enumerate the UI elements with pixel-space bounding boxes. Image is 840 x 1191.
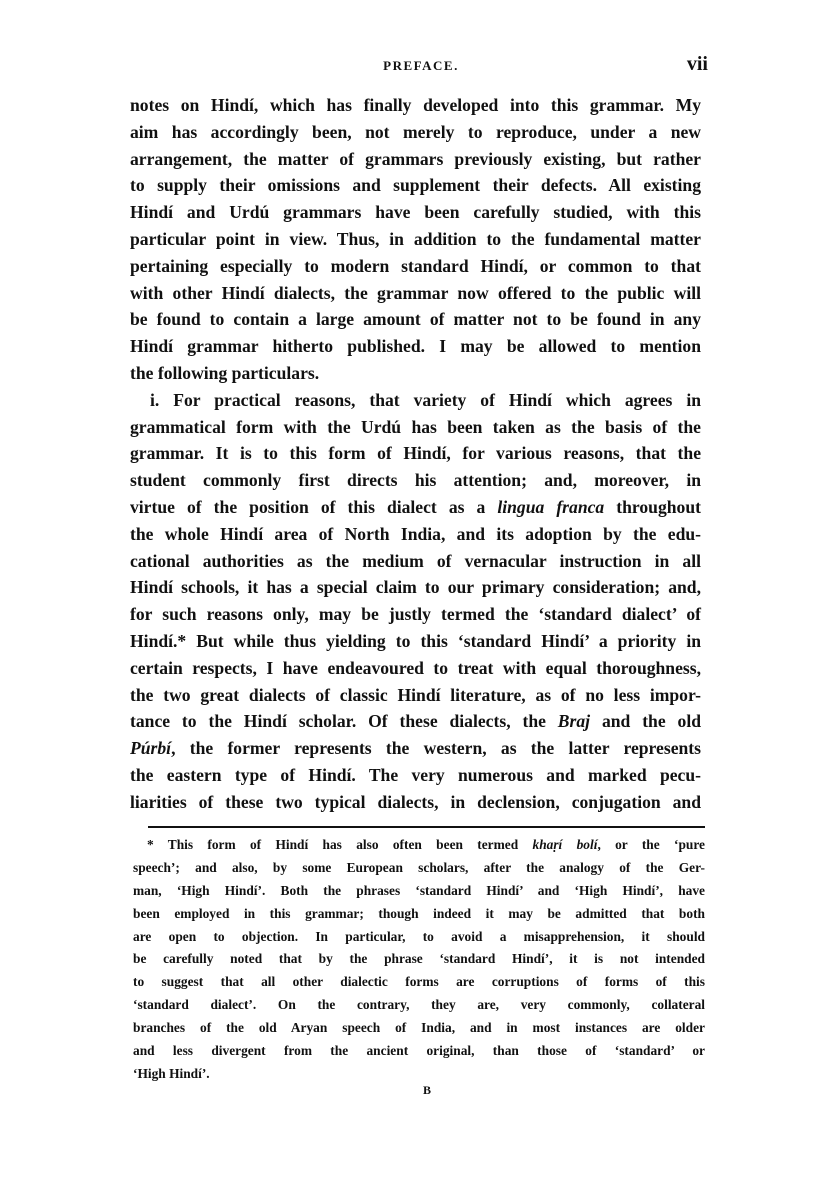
footnote-line: man, ‘High Hindí’. Both the phrases ‘standard Hindí’ and ‘High Hindí’, have: [133, 882, 705, 898]
italic-term: Púrbí: [130, 738, 172, 759]
text-line: the two great dialects of classic Hindí literature, as of no less impor-: [130, 684, 701, 705]
text-line: aim has accordingly been, not merely to reproduce, under a new: [130, 121, 701, 142]
text-line: [130, 494, 701, 521]
text-run: , the former represents the western, as the latter represents: [171, 738, 701, 759]
text-line: the following particulars.: [130, 362, 320, 383]
text-run: virtue of the position of this dialect as a: [130, 496, 498, 517]
text-line: grammar. It is to this form of Hindí, for various reasons, that the: [130, 443, 701, 464]
text-run: * This form of Hindí has also often been termed: [147, 837, 533, 852]
signature-mark: B: [422, 1083, 431, 1097]
text-line: i. For practical reasons, that variety of Hindí which agrees in: [150, 389, 701, 410]
italic-term: Braj: [557, 711, 591, 732]
footnote-line: speech’; and also, by some European scholars, after the analogy of the Ger-: [133, 859, 705, 875]
running-title: PREFACE.: [383, 58, 459, 73]
footnote-line: [133, 834, 705, 857]
text-run: , or the ‘pure: [597, 837, 705, 852]
text-run: throughout: [604, 496, 701, 517]
text-line: grammatical form with the Urdú has been taken as the basis of the: [130, 416, 701, 437]
footnote: [133, 834, 705, 1086]
text-line: liarities of these two typical dialects, in declension, conjugation and: [130, 791, 701, 812]
text-line: be found to contain a large amount of matter not to be found in any: [130, 309, 701, 330]
text-run: and the old: [590, 711, 701, 732]
footnote-line: and less divergent from the ancient original, than those of ‘standard’ or: [133, 1043, 705, 1059]
text-line: Hindí grammar hitherto published. I may be allowed to mention: [130, 336, 701, 357]
text-line: student commonly first directs his attention; and, moreover, in: [130, 470, 701, 491]
footnote-line: are open to objection. In particular, to avoid a misapprehension, it should: [133, 928, 705, 944]
text-line: Hindí and Urdú grammars have been carefully studied, with this: [130, 202, 701, 223]
footnote-divider: [148, 826, 705, 828]
footnote-line: ‘standard dialect’. On the contrary, they are, very commonly, collateral: [133, 997, 705, 1013]
body-text: [130, 92, 701, 816]
italic-term: lingua franca: [497, 496, 605, 517]
text-line: the eastern type of Hindí. The very numerous and marked pecu-: [130, 764, 701, 785]
page-number: vii: [686, 53, 708, 75]
footnote-line: to suggest that all other dialectic forms are corruptions of forms of this: [133, 974, 705, 990]
text-line: Hindí.* But while thus yielding to this ‘standard Hindí’ a priority in: [130, 630, 701, 651]
italic-term: khaṛí bolí: [532, 837, 598, 852]
footnote-line: branches of the old Aryan speech of India, and in most instances are older: [133, 1020, 705, 1036]
text-run: tance to the Hindí scholar. Of these dialects, the: [130, 711, 558, 732]
text-line: cational authorities as the medium of vernacular instruction in all: [130, 550, 701, 571]
text-line: for such reasons only, may be justly termed the ‘standard dialect’ of: [130, 604, 701, 625]
text-line: [130, 708, 701, 735]
running-head: [130, 53, 712, 80]
text-line: to supply their omissions and supplement their defects. All existing: [130, 175, 701, 196]
text-line: with other Hindí dialects, the grammar now offered to the public will: [130, 282, 701, 303]
footnote-line: be carefully noted that by the phrase ‘standard Hindí’, it is not intended: [133, 951, 705, 967]
text-line: pertaining especially to modern standard Hindí, or common to that: [130, 255, 701, 276]
text-line: [130, 735, 701, 762]
text-line: arrangement, the matter of grammars previously existing, but rather: [130, 148, 701, 169]
text-line: notes on Hindí, which has finally developed into this grammar. My: [130, 95, 701, 115]
text-line: Hindí schools, it has a special claim to our primary consideration; and,: [130, 577, 701, 598]
text-line: the whole Hindí area of North India, and its adoption by the edu-: [130, 523, 701, 544]
footnote-line: ‘High Hindí’.: [133, 1065, 210, 1081]
footnote-line: been employed in this grammar; though indeed it may be admitted that both: [133, 905, 705, 921]
text-line: particular point in view. Thus, in addition to the fundamental matter: [130, 228, 701, 249]
text-line: certain respects, I have endeavoured to treat with equal thoroughness,: [130, 657, 701, 678]
